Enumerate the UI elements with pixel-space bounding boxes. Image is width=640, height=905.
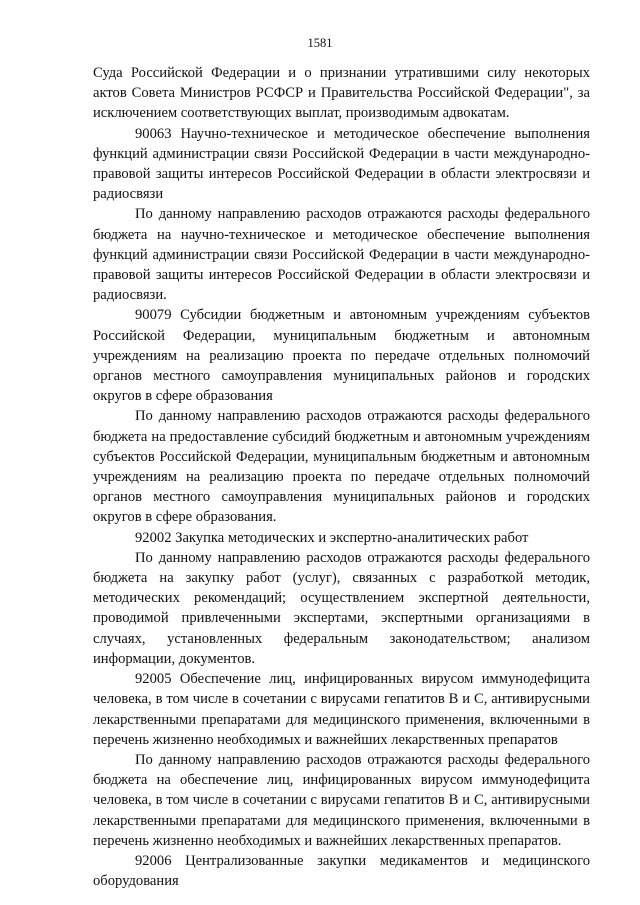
paragraph-heading-90079: 90079 Субсидии бюджетным и автономным учреждениям субъектов Российской Федерации, муниципальным бюджетным и автономным учреждениям на реализацию проекта по передаче отдельных полномочий органов местного самоуправления муниципальных районов и городских округов в сфере образования xyxy=(93,307,590,405)
paragraph-heading-90063: 90063 Научно-техническое и методическое обеспечение выполнения функций администрации связи Российской Федерации в части международно-правовой защиты интересов Российской Федерации в области электросвязи и радиосвязи xyxy=(93,125,590,203)
page-number: 1581 xyxy=(307,36,333,50)
paragraph-description-92005: По данному направлению расходов отражаются расходы федерального бюджета на обеспечение лиц, инфицированных вирусом иммунодефицита человека, в том числе в сочетании с вирусами гепатитов B и C, антивирусными лекарственными препаратами для медицинского применения, включенными в перечень жизненно необходимых и важнейших лекарственных препаратов. xyxy=(93,751,590,849)
paragraph-heading-92005: 92005 Обеспечение лиц, инфицированных вирусом иммунодефицита человека, в том числе в сочетании с вирусами гепатитов B и C, антивирусными лекарственными препаратами для медицинского применения, включенными в перечень жизненно необходимых и важнейших лекарственных препаратов xyxy=(93,671,590,748)
document-body xyxy=(93,63,590,891)
paragraph-description-92002: По данному направлению расходов отражаются расходы федерального бюджета на закупку работ (услуг), связанных с разработкой методик, методических рекомендаций; осуществлением экспертной деятельности, проводимой привлеченными экспертами, экспертными организациями в случаях, установленных федеральным законодательством; анализом информации, документов. xyxy=(93,549,590,667)
paragraph-description-90063: По данному направлению расходов отражаются расходы федерального бюджета на научно-техническое и методическое обеспечение выполнения функций администрации связи Российской Федерации в части международно-правовой защиты интересов Российской Федерации в области электросвязи и радиосвязи. xyxy=(93,206,590,304)
paragraph-heading-92006: 92006 Централизованные закупки медикаментов и медицинского оборудования xyxy=(93,852,590,890)
paragraph-continuation: Суда Российской Федерации и о признании утратившими силу некоторых актов Совета Министров РСФСР и Правительства Российской Федерации", за исключением соответствующих выплат, производимым адвокатам. xyxy=(93,65,590,122)
paragraph-description-90079: По данному направлению расходов отражаются расходы федерального бюджета на предоставление субсидий бюджетным и автономным учреждениям субъектов Российской Федерации, муниципальным бюджетным и автономным учреждениям на реализацию проекта по передаче отдельных полномочий органов местного самоуправления муниципальных районов и городских округов в сфере образования. xyxy=(93,408,590,526)
paragraph-heading-92002: 92002 Закупка методических и экспертно-аналитических работ xyxy=(135,529,529,546)
